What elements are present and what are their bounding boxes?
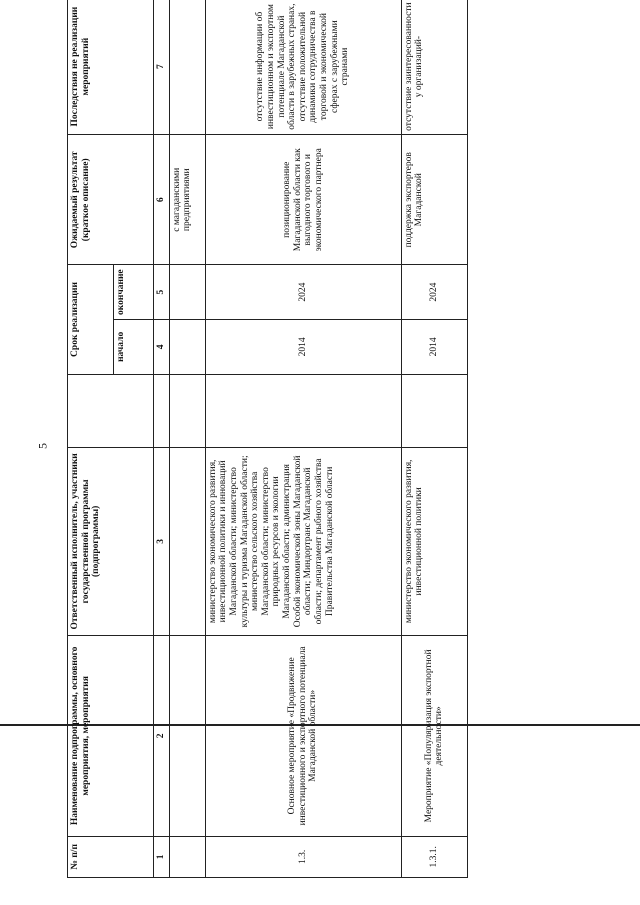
- header-period: Срок реализации: [68, 265, 114, 374]
- column-number-spacer: [154, 374, 170, 447]
- column-number-4: 4: [154, 320, 170, 375]
- cell-end: 2024: [401, 265, 467, 320]
- header-number: № п/п: [68, 836, 154, 877]
- cell-executor: [169, 447, 205, 635]
- header-executor: Ответственный исполнитель, участники государственной программы (подпрограммы): [68, 447, 154, 635]
- cell-result: с магаданскими предприятиями: [169, 135, 205, 265]
- cell-end: 2024: [205, 265, 401, 320]
- cell-result: позиционирование Магаданской области как выгодного торгового и экономического партнера: [205, 135, 401, 265]
- cell-name: [169, 636, 205, 837]
- cell-executor: министерство экономического развития, инвестиционной политики: [401, 447, 467, 635]
- column-number-3: 3: [154, 447, 170, 635]
- table-row: [401, 0, 467, 878]
- cell-number: [169, 836, 205, 877]
- header-name: Наименование подпрограммы, основного мероприятия, мероприятия: [68, 636, 154, 837]
- table-row: [169, 0, 205, 878]
- cell-start: 2014: [205, 320, 401, 375]
- column-number-5: 5: [154, 265, 170, 320]
- cell-start: 2014: [401, 320, 467, 375]
- cell-result: поддержка экспортеров Магаданской: [401, 135, 467, 265]
- cell-spacer: [205, 374, 401, 447]
- header-result: Ожидаемый результат (краткое описание): [68, 135, 154, 265]
- cell-name: Основное мероприятие «Продвижение инвестиционного и экспортного потенциала Магаданской области»: [205, 636, 401, 837]
- column-number-2: 2: [154, 636, 170, 837]
- cell-number: 1.3.1.: [401, 836, 467, 877]
- column-number-1: 1: [154, 836, 170, 877]
- header-end: окончание: [114, 265, 154, 320]
- cell-executor: министерство экономического развития, инвестиционной политики и инноваций Магаданской области; министерство культуры и туризма Магаданской области; министерство сельского хозяйства Магаданской области; министерство природных ресурсов и экологии Магаданской области; администрация Особой экономической зоны Магаданской области; Миндортранс Магаданской области; департамент рыбного хозяйства Правительства Магаданской области: [205, 447, 401, 635]
- cell-consequence: отсутствие заинтересованности у организаций-: [401, 0, 467, 135]
- cell-start: [169, 320, 205, 375]
- cell-end: [169, 265, 205, 320]
- column-number-7: 7: [154, 0, 170, 135]
- cell-spacer: [169, 374, 205, 447]
- rotated-table-container: [67, 0, 537, 878]
- cell-spacer: [401, 374, 467, 447]
- page-number: 5: [35, 443, 50, 449]
- table-row: [205, 0, 401, 878]
- column-number-6: 6: [154, 135, 170, 265]
- cell-number: 1.3.: [205, 836, 401, 877]
- header-consequence: Последствия не реализации мероприятий: [68, 0, 154, 135]
- header-start: начало: [114, 320, 154, 375]
- program-activities-table: [67, 0, 468, 878]
- header-empty-spacer: [68, 374, 154, 447]
- cell-consequence: отсутствие информации об инвестиционном и экспортном потенциале Магаданской области в зарубежных странах, отсутствие положительной динамики сотрудничества в торговой и экономической сферах с зарубежными странами: [205, 0, 401, 135]
- cell-name: Мероприятие «Популяризация экспортной деятельности»: [401, 636, 467, 837]
- cell-consequence: [169, 0, 205, 135]
